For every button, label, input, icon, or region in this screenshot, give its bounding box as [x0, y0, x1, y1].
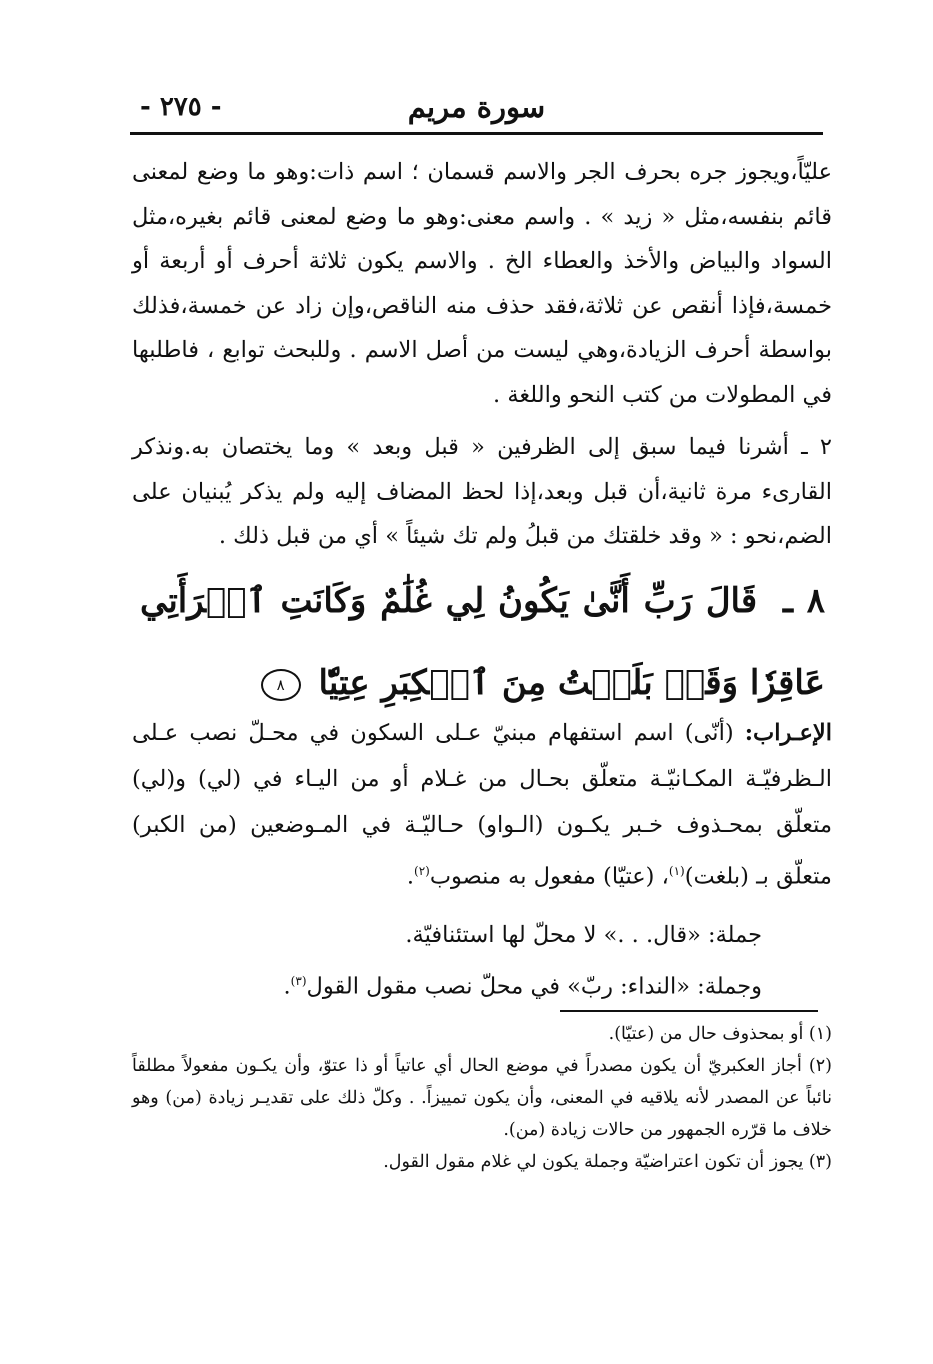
footnotes — [132, 1018, 832, 1178]
sentence-1: جملة: «قال. . .» لا محلّ لها استئنافيّة. — [405, 922, 762, 948]
verse-end-mark: ٨ — [261, 669, 301, 701]
irab-section — [132, 710, 832, 900]
sentence-2-line — [132, 958, 762, 1010]
surah-title: سورة مريم — [407, 90, 546, 124]
sentence-2: وجملة: «النداء: ربّ» في محلّ نصب مقول القول — [306, 973, 762, 1000]
page-number: - ٢٧٥ - — [140, 92, 222, 122]
commentary-paragraph-1: عليّاً،ويجوز جره بحرف الجر والاسم قسمان ؛ اسم ذات:وهو ما وضع لمعنى قائم بنفسه،مثل « زيد » . واسم معنى:وهو ما وضع لمعنى قائم بغيره،مثل السواد والبياض والأخذ والعطاء الخ . والاسم يكون ثلاثة أحرف أو أربعة أو خمسة،فإذا أنقص عن ثلاثة،فقد حذف منه الناقص،وإن زاد عن خمسة،فذلك بواسطة أحرف الزيادة،وهي ليست من أصل الاسم . وللبحث توابع ، فاطلبها في المطولات من كتب النحو واللغة . — [132, 159, 832, 408]
footnote-2: (٢) أجاز العكبريّ أن يكون مصدراً في موضع الحال أي عاتياً أو ذا عتوّ، وأن يكـون مفعولاً مطلقاً نائباً عن المصدر لأنه يلاقيه في المعنى، وأن يكون تمييزاً. . وكلّ ذلك على تقديـر زيادة (من) وهو خلاف ما قرّره الجمهور من حالات زيادة (من). — [132, 1056, 832, 1140]
irab-label: الإعـراب: — [744, 720, 832, 746]
irab-text: (أنّى) اسم استفهام مبنيّ عـلى السكون في محـلّ نصب عـلى الـظرفيّـة المكـانيّـة متعلّق بحـال من غـلام أو من اليـاء في (لي) و(لي) متعلّق بمحـذوف خـبر يكـون (الـواو) حـاليّـة في المـوضعين (من الكبر) متعلّق بـ (بلغت) — [132, 720, 832, 890]
irab-text-continued: ، (عتيّا) مفعول به منصوب — [429, 863, 669, 890]
footnote-1: (١) أو بمحذوف حال من (عتيّا). — [608, 1024, 832, 1044]
footnote-divider — [560, 1010, 818, 1012]
page-header — [130, 92, 823, 135]
footnote-ref-2: (٢) — [414, 864, 430, 878]
footnote-ref-1: (١) — [668, 864, 685, 878]
commentary-text — [132, 150, 832, 559]
irab-end: . — [406, 863, 415, 890]
sentence-2-end: . — [283, 973, 291, 1000]
quran-verse — [140, 560, 825, 724]
verse-text: قَالَ رَبِّ أَنَّىٰ يَكُونُ لِي غُلَٰمٌ وَكَانَتِ ٱمۡرَأَتِي عَاقِرٗا وَقَدۡ بَلَغۡتُ مِنَ ٱلۡكِبَرِ عِتِيّٗا — [140, 581, 825, 703]
commentary-paragraph-2: ٢ ـ أشرنا فيما سبق إلى الظرفين « قبل وبعد » وما يختصان به.ونذكر القارىء مرة ثانية،أن قبل وبعد،إذا لحظ المضاف إليه ولم يذكر يُبنيان على الضم،نحو : « وقد خلقتك من قبلُ ولم تك شيئاً » أي من قبل ذلك . — [132, 434, 832, 549]
footnote-3: (٣) يجوز أن تكون اعتراضيّة وجملة يكون لي غلام مقول القول. — [383, 1152, 832, 1172]
footnote-ref-3: (٣) — [290, 974, 307, 988]
verse-number: ٨ ـ — [782, 581, 825, 621]
sentences-analysis — [132, 912, 762, 1010]
